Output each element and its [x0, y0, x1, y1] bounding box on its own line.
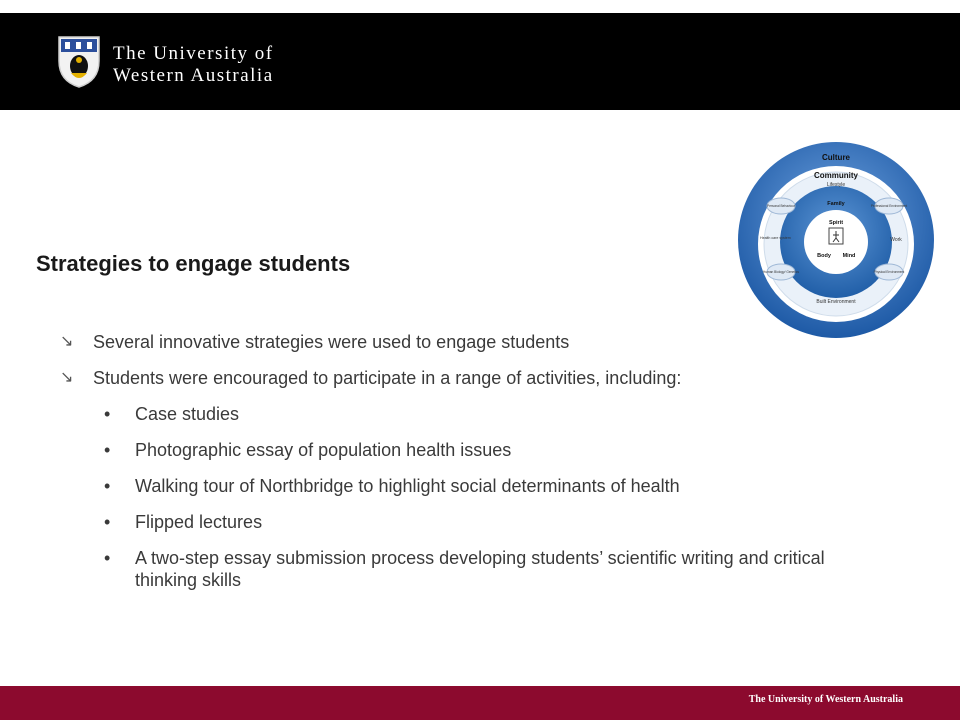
label-culture: Culture	[822, 153, 850, 162]
logo-line-2: Western Australia	[113, 65, 274, 86]
sub-bullet-item	[60, 511, 880, 533]
bullet-item	[60, 367, 880, 389]
bullet-text: Several innovative strategies were used to engage students	[93, 332, 570, 352]
sub-bullet-item	[60, 475, 880, 497]
header-bar	[0, 13, 960, 110]
slide-title: Strategies to engage students	[36, 251, 351, 276]
logo-line-1: The University of	[113, 43, 274, 64]
label-spirit: Spirit	[828, 220, 844, 226]
bullet-text: Students were encouraged to participate in a range of activities, including:	[93, 368, 682, 388]
dot-bullet-icon: •	[104, 440, 111, 460]
arrow-bullet-icon: ↘	[60, 333, 74, 350]
sub-bullet-text: Case studies	[135, 404, 240, 424]
label-physical-environment: Physical Environment	[873, 270, 905, 274]
sub-bullet-item	[60, 439, 880, 461]
dot-bullet-icon: •	[104, 404, 111, 424]
sub-bullet-item	[60, 547, 880, 591]
label-built-environment: Built Environment	[816, 299, 856, 305]
label-health-care-system: Health care system	[760, 236, 791, 240]
footer-bar	[0, 686, 960, 720]
footer-text: The University of Western Australia	[748, 694, 903, 705]
university-crest-icon	[57, 35, 101, 89]
label-mind: Mind	[842, 253, 856, 259]
label-family: Family	[827, 201, 845, 207]
dot-bullet-icon: •	[104, 512, 111, 532]
sub-bullet-text: Photographic essay of population health issues	[135, 440, 512, 460]
bullet-list	[60, 331, 880, 605]
label-lifestyle: Lifestyle	[826, 182, 846, 188]
health-determinants-diagram	[736, 140, 936, 340]
label-professional-environment: Professional Environment	[870, 204, 908, 208]
label-human-biology: Human Biology/ Genetics	[763, 270, 799, 274]
label-community: Community	[814, 171, 858, 180]
university-logo-text	[113, 43, 274, 87]
label-body: Body	[817, 253, 831, 259]
label-work: Work	[890, 237, 902, 243]
sub-bullet-text: Flipped lectures	[135, 512, 263, 532]
sub-bullet-text: Walking tour of Northbridge to highlight social determinants of health	[135, 476, 680, 496]
bullet-item	[60, 331, 880, 353]
sub-bullet-text: A two-step essay submission process developing students’ scientific writing and critical thinking skills	[135, 548, 825, 590]
arrow-bullet-icon: ↘	[60, 369, 74, 386]
label-personal-behaviour: Personal Behaviour	[767, 204, 795, 208]
dot-bullet-icon: •	[104, 476, 111, 496]
dot-bullet-icon: •	[104, 548, 111, 568]
sub-bullet-item	[60, 403, 880, 425]
